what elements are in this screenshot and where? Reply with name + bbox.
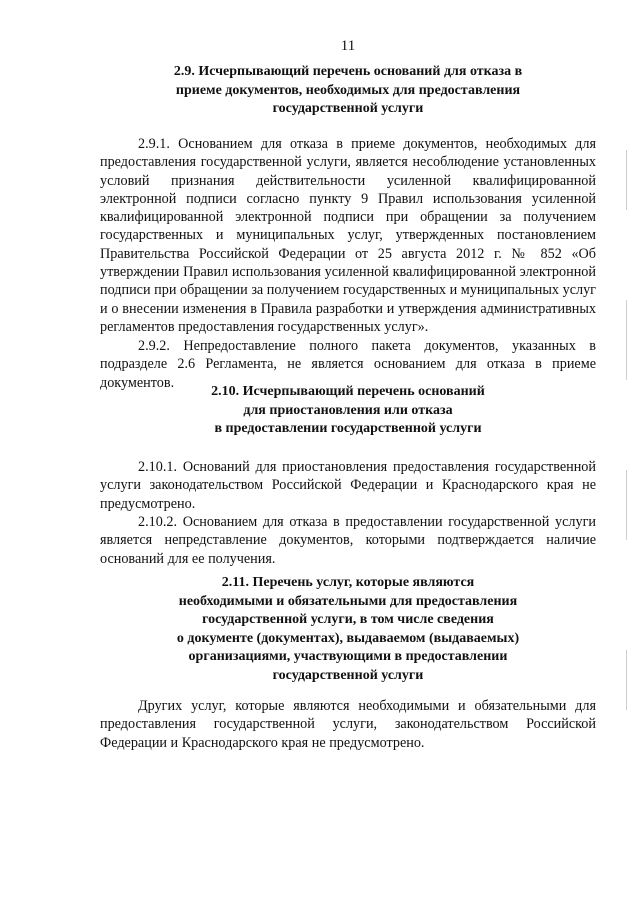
section-2-9-heading: 2.9. Исчерпывающий перечень оснований для отказа в приеме документов, необходимых для предоставления государственной услуги: [173, 64, 523, 116]
paragraph-2-11: Других услуг, которые являются необходимыми и обязательными для предоставления государственной услуги, законодательством Российской Федерации и Краснодарского края не предусмотрено.: [100, 698, 596, 751]
section-2-11-heading: 2.11. Перечень услуг, которые являются необходимыми и обязательными для предоставления государственной услуги, в том числе сведения о документе (документах), выдаваемом (выдаваемых) организациями, участвующими в предоставлении государственной услуги: [176, 575, 520, 683]
paragraph-2-9-1: 2.9.1. Основанием для отказа в приеме документов, необходимых для предоставления государственной услуги, является несоблюдение установленных условий признания действительности усиленной квалифицированной электронной подписи согласно пункту 9 Правил использования усиленной квалифицированной электронной подписи при обращении за получением государственных и муниципальных услуг, утвержденных постановлением Правительства Российской Федерации от 25 августа 2012 г. № 852 «Об утверждении Правил использования усиленной квалифицированной электронной подписи при обращении за получением государственных и муниципальных услуг и о внесении изменения в Правила разработки и утверждения административных регламентов предоставления государственных услуг».: [100, 136, 596, 335]
paragraph-2-9-2: 2.9.2. Непредоставление полного пакета документов, указанных в подразделе 2.6 Регламента, не является основанием для отказа в приеме документов.: [100, 338, 596, 391]
paragraph-2-10-2: 2.10.2. Основанием для отказа в предоставлении государственной услуги является непредставление документов, которыми подтверждается наличие оснований для ее получения.: [100, 514, 596, 567]
section-2-10-heading: 2.10. Исчерпывающий перечень оснований для приостановления или отказа в предоставлении государственной услуги: [211, 384, 485, 436]
paragraph-2-10-1: 2.10.1. Оснований для приостановления предоставления государственной услуги законодательством Российской Федерации и Краснодарского края не предусмотрено.: [100, 459, 596, 512]
page-number: 11: [340, 38, 356, 54]
